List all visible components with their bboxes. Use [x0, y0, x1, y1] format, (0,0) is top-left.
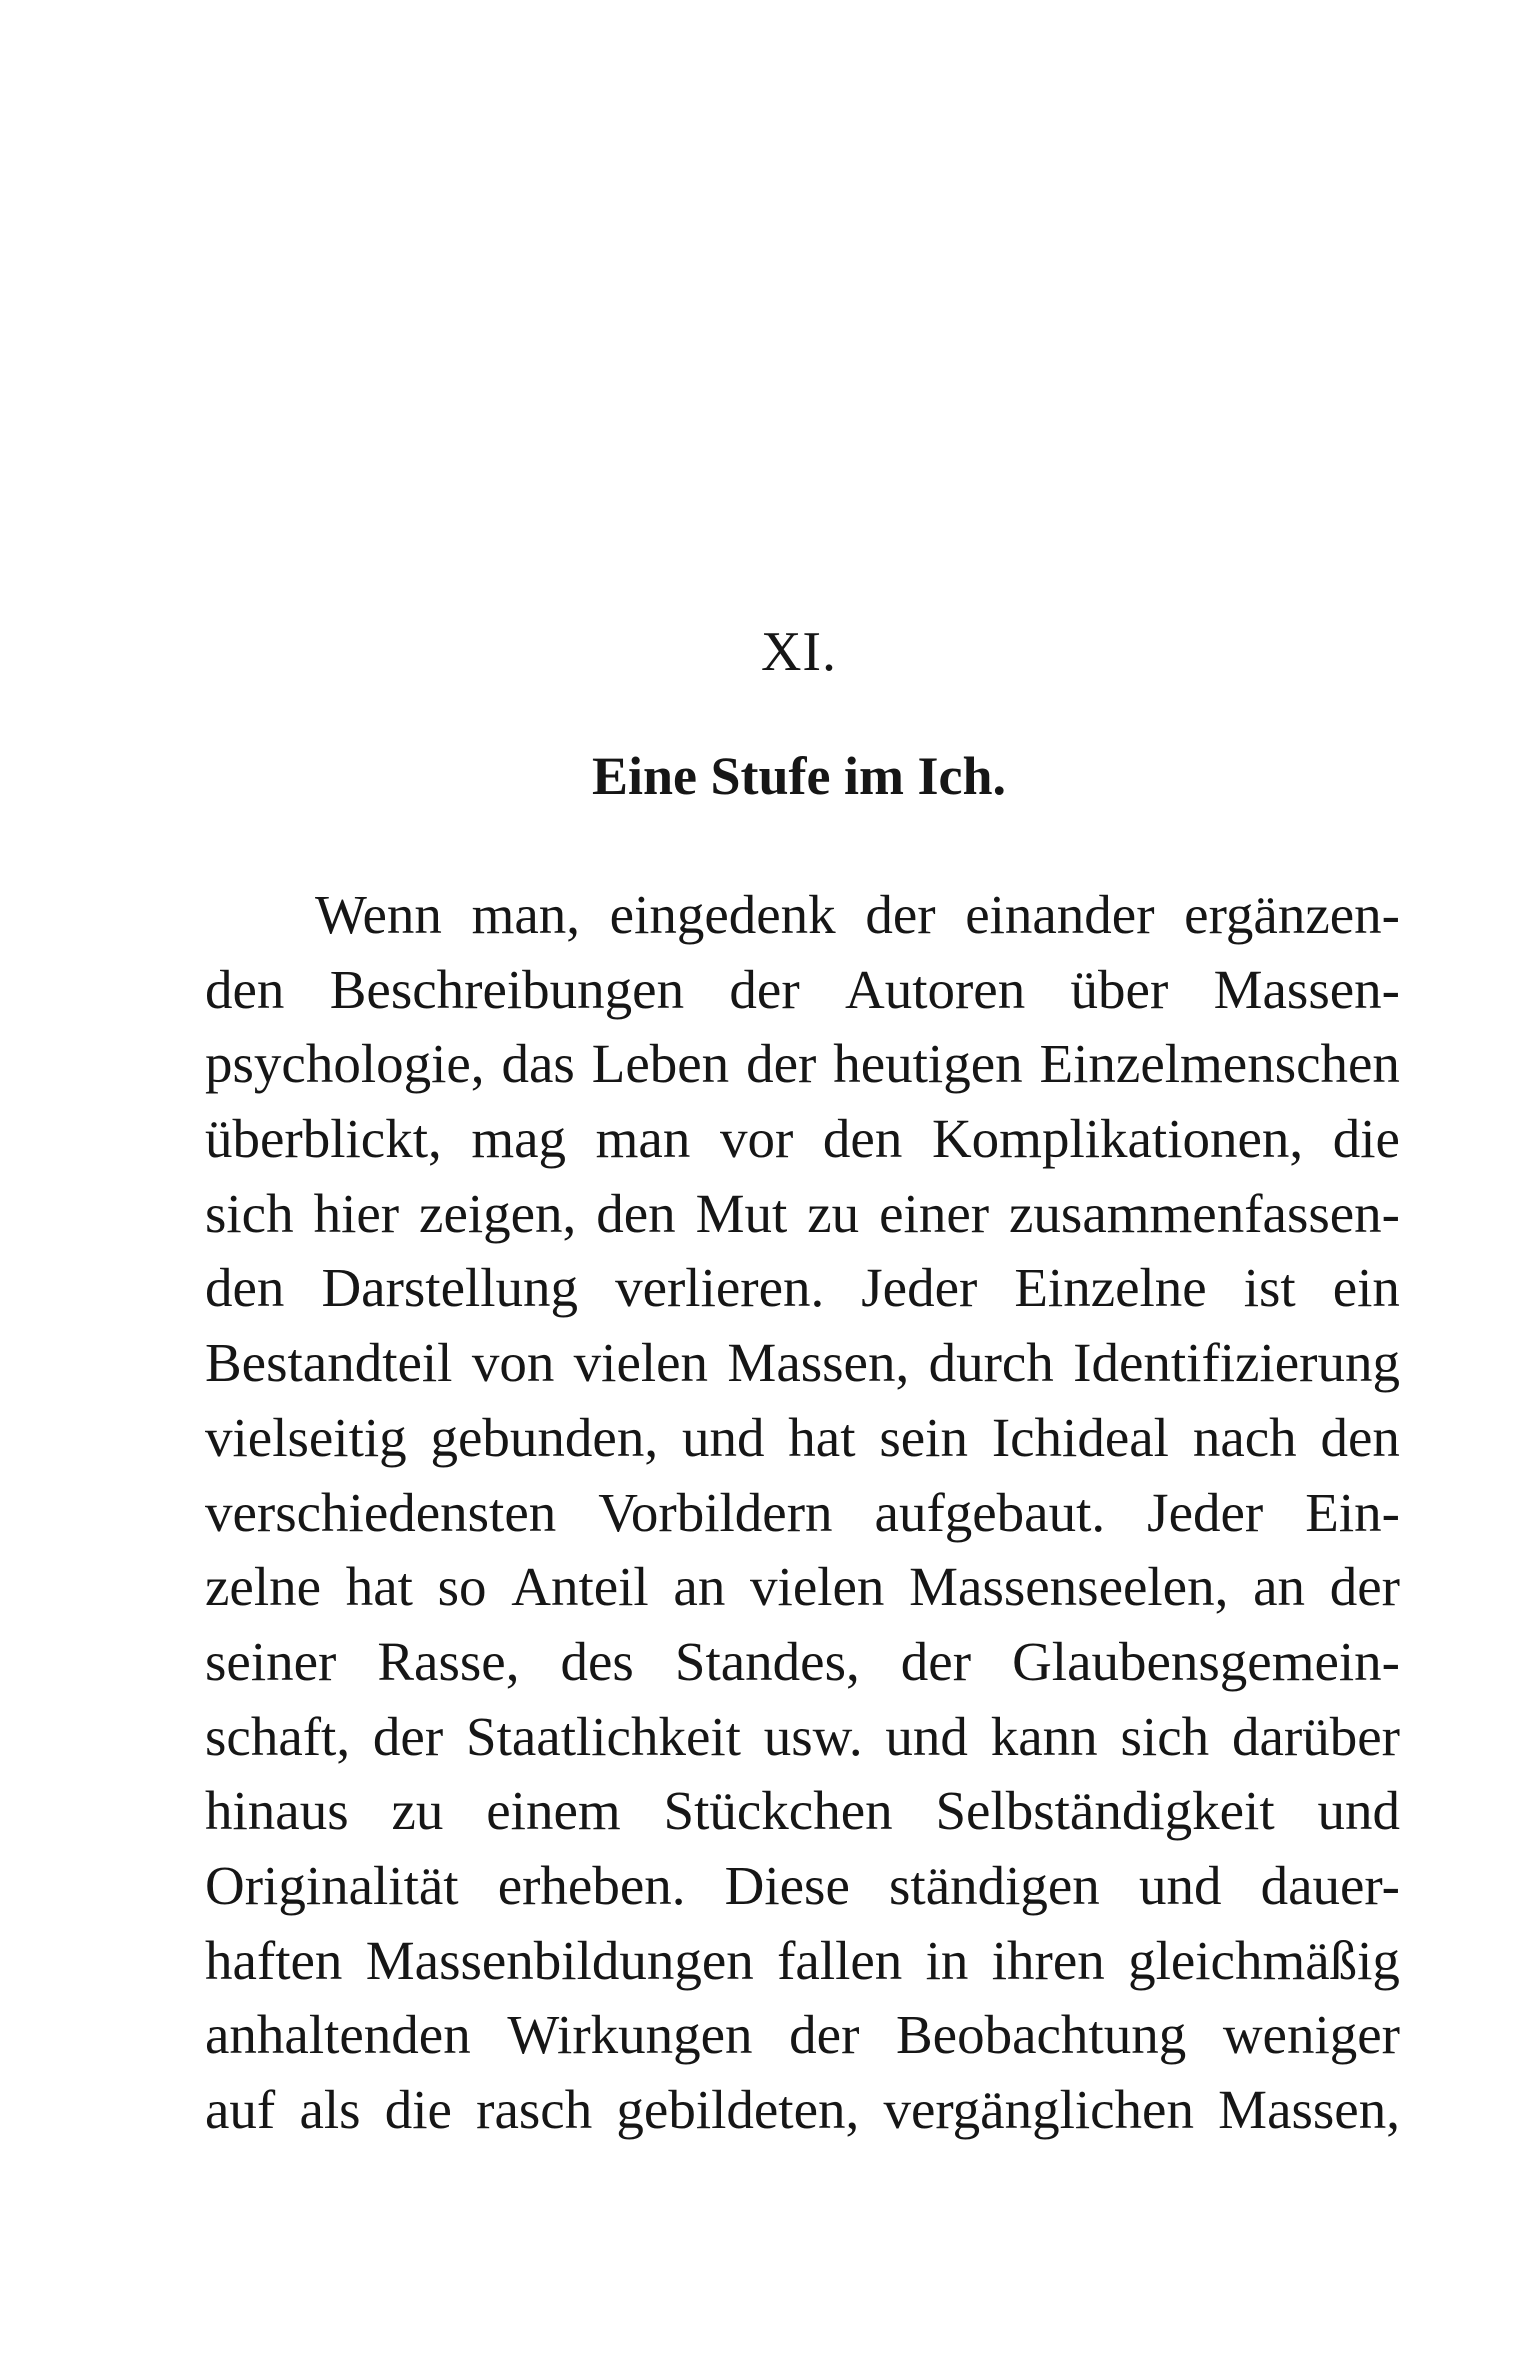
word: Leben: [591, 1033, 730, 1095]
word: ihren: [991, 1929, 1105, 1991]
word: der: [1329, 1556, 1400, 1618]
word: Darstellung: [321, 1257, 579, 1319]
word: ergänzen-: [1184, 884, 1400, 945]
word: Massen,: [727, 1332, 910, 1394]
word: Identifizierung: [1073, 1332, 1400, 1394]
word: der: [789, 2004, 860, 2066]
text-line: [205, 1401, 1400, 1476]
text-line: [205, 1326, 1400, 1401]
word: das: [501, 1033, 575, 1095]
word: ist: [1243, 1257, 1296, 1319]
word: und: [885, 1705, 968, 1767]
word: psychologie,: [205, 1033, 485, 1095]
text-line: [205, 1924, 1400, 1999]
word: Bestandteil: [205, 1332, 453, 1394]
word: der: [865, 884, 936, 945]
word: nach: [1192, 1406, 1297, 1468]
word: verschiedensten: [205, 1481, 557, 1543]
text-line: [205, 1550, 1400, 1625]
word: zusammenfassen-: [1009, 1182, 1400, 1244]
word: man: [595, 1108, 691, 1170]
word: heutigen: [833, 1033, 1023, 1095]
word: vielen: [573, 1332, 709, 1394]
word: vor: [719, 1108, 794, 1170]
word: Autoren: [844, 958, 1026, 1020]
text-line: [205, 1774, 1400, 1849]
word: Einzelne: [1014, 1257, 1207, 1319]
word: usw.: [763, 1705, 863, 1767]
word: über: [1070, 958, 1169, 1020]
text-line: [205, 1625, 1400, 1700]
word: weniger: [1222, 2004, 1400, 2066]
word: Originalität: [205, 1854, 459, 1916]
word: kann: [990, 1705, 1098, 1767]
word: den: [205, 958, 285, 1020]
word: auf: [205, 2079, 276, 2140]
word: ständigen: [889, 1854, 1100, 1916]
word: Staatlichkeit: [466, 1705, 741, 1767]
word: Ein-: [1305, 1481, 1400, 1543]
word: Glaubensgemein-: [1012, 1630, 1400, 1692]
word: durch: [928, 1332, 1054, 1394]
word: zu: [807, 1182, 860, 1244]
chapter-title: Eine Stufe im Ich.: [591, 746, 1007, 806]
text-line: [205, 878, 1400, 953]
word: zu: [391, 1780, 444, 1842]
word: darüber: [1231, 1705, 1400, 1767]
chapter-number: XI.: [760, 621, 838, 683]
word: einander: [965, 884, 1155, 945]
word: verlieren.: [615, 1257, 825, 1319]
word: Jeder: [861, 1257, 978, 1319]
word: zeigen,: [419, 1182, 577, 1244]
word: Diese: [724, 1854, 850, 1916]
word: mag: [471, 1108, 567, 1170]
word: und: [681, 1406, 765, 1468]
word: seiner: [205, 1630, 337, 1692]
word: fallen: [777, 1929, 903, 1991]
word: und: [1138, 1854, 1222, 1916]
word: den: [205, 1257, 285, 1319]
word: an: [1253, 1556, 1305, 1618]
word: vielseitig: [205, 1406, 407, 1468]
text-line: [205, 953, 1400, 1028]
word: ein: [1332, 1257, 1400, 1319]
word: rasch: [476, 2079, 593, 2140]
word: so: [437, 1556, 487, 1618]
word: Mut: [695, 1182, 788, 1244]
word: den: [596, 1182, 676, 1244]
word: dauer-: [1260, 1854, 1400, 1916]
word: hat: [788, 1406, 856, 1468]
word: sich: [205, 1182, 294, 1244]
word: Rasse,: [377, 1630, 520, 1692]
word: Vorbildern: [598, 1481, 833, 1543]
word: Massenbildungen: [365, 1929, 754, 1991]
text-line: [205, 1476, 1400, 1551]
word: in: [925, 1929, 969, 1991]
word: hier: [313, 1182, 400, 1244]
word: hat: [345, 1556, 413, 1618]
word: Komplikationen,: [931, 1108, 1304, 1170]
word: den: [1320, 1406, 1400, 1468]
word: sein: [879, 1406, 968, 1468]
word: Ichideal: [991, 1406, 1169, 1468]
word: der: [372, 1705, 444, 1767]
word: gebildeten,: [616, 2079, 860, 2140]
text-line: [205, 1027, 1400, 1102]
body-paragraph: [205, 878, 1400, 2148]
word: von: [471, 1332, 555, 1394]
word: zelne: [205, 1556, 322, 1618]
word: einer: [879, 1182, 990, 1244]
word: des: [560, 1630, 634, 1692]
text-line: [205, 1998, 1400, 2073]
word: Jeder: [1147, 1481, 1264, 1543]
word: man,: [471, 884, 581, 945]
word: Beschreibungen: [329, 958, 685, 1020]
word: der: [746, 1033, 817, 1095]
word: die: [384, 2079, 452, 2140]
word: gleichmäßig: [1128, 1929, 1400, 1991]
word: Massen,: [1218, 2079, 1400, 2140]
word: als: [299, 2079, 361, 2140]
word: Wenn: [315, 884, 442, 945]
word: anhaltenden: [205, 2004, 471, 2066]
word: der: [900, 1630, 972, 1692]
word: Selbständigkeit: [935, 1780, 1275, 1842]
word: an: [673, 1556, 726, 1618]
text-line: [205, 1102, 1400, 1177]
word: hinaus: [205, 1780, 349, 1842]
word: den: [822, 1108, 903, 1170]
word: Einzelmenschen: [1039, 1033, 1400, 1095]
word: Massen-: [1213, 958, 1400, 1020]
word: vielen: [750, 1556, 885, 1618]
word: der: [729, 958, 800, 1020]
word: Stückchen: [663, 1780, 893, 1842]
word: Beobachtung: [896, 2004, 1187, 2066]
word: die: [1332, 1108, 1400, 1170]
word: und: [1317, 1780, 1400, 1842]
word: vergänglichen: [883, 2079, 1194, 2140]
word: haften: [205, 1929, 343, 1991]
text-line: [205, 1251, 1400, 1326]
text-line: [205, 1177, 1400, 1252]
text-line: [205, 2073, 1400, 2148]
word: gebunden,: [430, 1406, 659, 1468]
text-line: [205, 1849, 1400, 1924]
word: sich: [1120, 1705, 1210, 1767]
word: Standes,: [674, 1630, 860, 1692]
word: Massenseelen,: [909, 1556, 1229, 1618]
word: Anteil: [511, 1556, 649, 1618]
word: eingedenk: [609, 884, 836, 945]
word: überblickt,: [205, 1108, 442, 1170]
word: aufgebaut.: [874, 1481, 1106, 1543]
text-line: [205, 1700, 1400, 1775]
word: Wirkungen: [507, 2004, 753, 2066]
word: erheben.: [497, 1854, 686, 1916]
word: schaft,: [205, 1705, 351, 1767]
word: einem: [486, 1780, 621, 1842]
